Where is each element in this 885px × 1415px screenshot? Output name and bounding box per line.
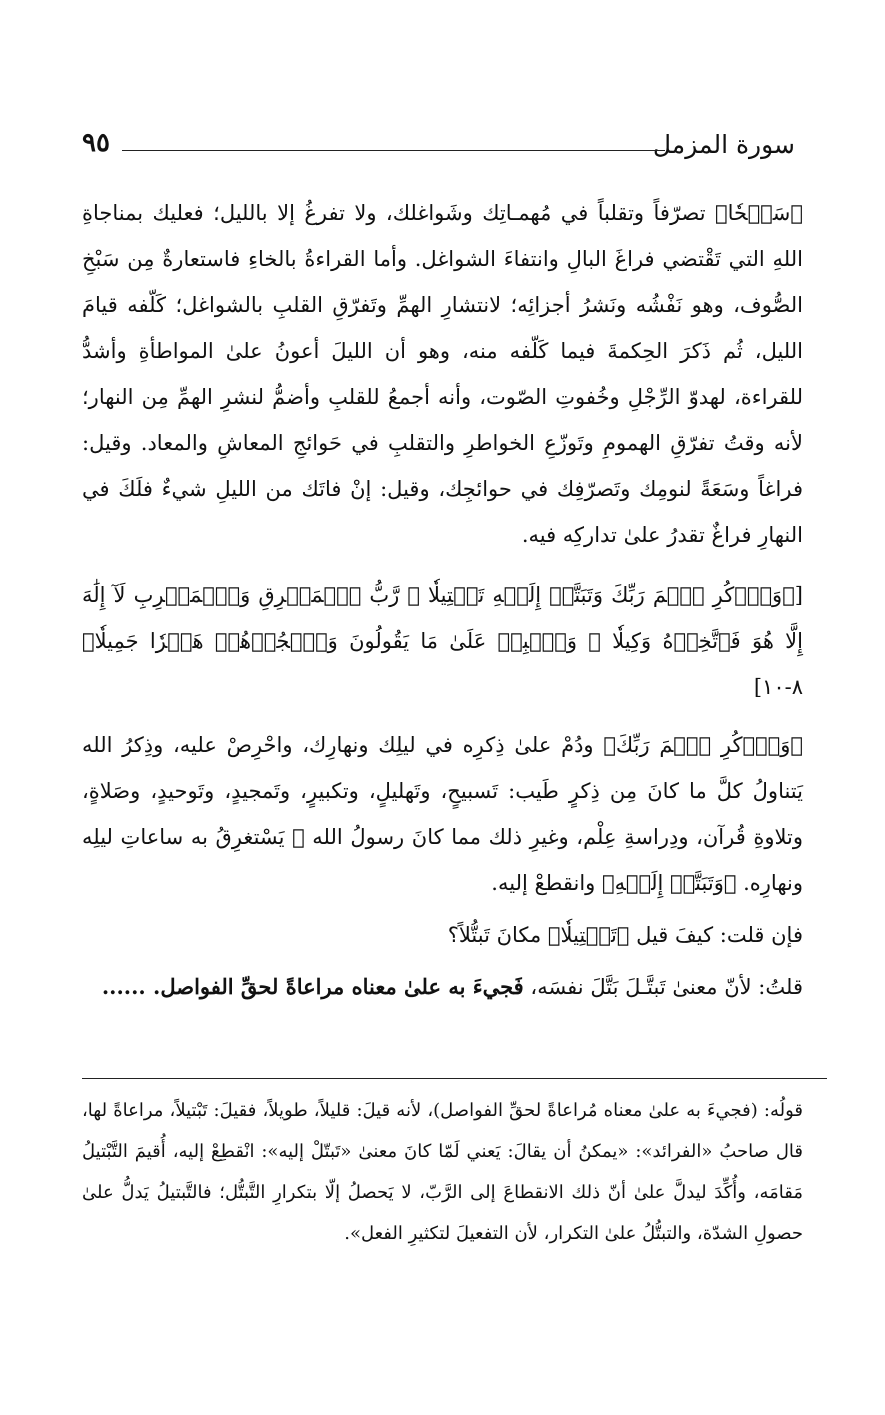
answer-text: قلتُ: لأنّ معنىٰ تَبتَّـلَ بَتَّلَ نفسَه،: [523, 975, 803, 999]
question-line: فإن قلت: كيفَ قيل ﴿تَبۡتِيلٗا﴾ مكانَ تَبتُّلاً؟: [447, 923, 803, 947]
footnote-divider: [82, 1078, 827, 1079]
header-rule: [122, 150, 665, 151]
quran-verse: [﴿وَٱذۡكُرِ ٱسۡمَ رَبِّكَ وَتَبَتَّلۡ إِلَيۡهِ تَبۡتِيلٗا ۞ رَّبُّ ٱلۡمَشۡرِقِ وَٱلۡمَغۡرِبِ لَآ إِلَٰهَ إِلَّا هُوَ فَٱتَّخِذۡهُ وَكِيلٗا ۞ وَٱصۡبِرۡ عَلَىٰ مَا يَقُولُونَ وَٱهۡجُرۡهُمۡ هَجۡرٗا جَمِيلٗا﴾ ٨-١٠]: [82, 583, 803, 699]
page-header: [82, 128, 795, 168]
surah-title: سورة المزمل: [652, 130, 795, 159]
page-number: ٩٥: [82, 128, 110, 158]
footnote: قولُه: (فجيءَ به علىٰ معناه مُراعاةً لحقِّ الفواصل)، لأنه قيلَ: قليلاً، طويلاً، فقيلَ: تَبْتيلاً، مراعاةً لها، قال صاحبُ «الفرائد»: «يمكنُ أن يقالَ: يَعني لَمّا كانَ معنىٰ «تَبتّلْ إليه»: انْقطِعْ إليه، أُقيمَ التَّبْتيلُ مَقامَه، وأُكِّدَ ليدلَّ علىٰ أنّ ذلك الانقطاعَ إلى الرَّبّ، لا يَحصلُ إلّا بتكرارِ التَّبتُّل؛ فالتَّبتيلُ يَدلُّ علىٰ حصولِ الشدّة، والتبتُّلُ علىٰ التكرار، لأن التفعيلَ لتكثيرِ الفعل».: [82, 1100, 803, 1244]
commentary-paragraph: ﴿وَٱذۡكُرِ ٱسۡمَ رَبِّكَ﴾ ودُمْ علىٰ ذِكرِه في ليلِك ونهارِك، واحْرِصْ عليه، وذِكرُ الله يَتناولُ كلَّ ما كانَ مِن ذِكرٍ طَيب: تَسبيحٍ، وتَهليلٍ، وتكبيرٍ، وتَمجيدٍ، وتَوحيدٍ، وصَلاةٍ، وتلاوةِ قُرآن، ودِراسةِ عِلْم، وغيرِ ذلك مما كانَ رسولُ الله ﷺ يَسْتغرِقُ به ساعاتِ ليلِه ونهارِه. ﴿وَتَبَتَّلۡ إِلَيۡهِ﴾ وانقطعْ إليه.: [82, 733, 803, 895]
main-text: [82, 190, 803, 1024]
commentary-paragraph: ﴿سَبۡحٗا﴾ تصرّفاً وتقلباً في مُهمـاتِك وشَواغلك، ولا تفرغُ إلا بالليل؛ فعليك بمناجاةِ اللهِ التي تَقْتضي فراغَ البالِ وانتفاءَ الشواغل. وأما القراءةُ بالخاءِ فاستعارةٌ مِن سَبْخِ الصُّوف، وهو نَفْشُه ونَشرُ أجزائِه؛ لانتشارِ الهمِّ وتَفرّقِ القلبِ بالشواغل؛ كَلّفه قيامَ الليل، ثُم ذَكرَ الحِكمةَ فيما كَلّفه منه، وهو أن الليلَ أعونُ علىٰ المواطأةِ وأشدُّ للقراءة، لهدوّ الرِّجْلِ وخُفوتِ الصّوت، وأنه أجمعُ للقلبِ وأضمُّ لنشرِ الهمِّ مِن النهار؛ لأنه وقتُ تفرّقِ الهمومِ وتَوزّعِ الخواطرِ والتقلبِ في حَوائجِ المعاشِ والمعاد. وقيل: فراغاً وسَعَةً لنومِك وتَصرّفِك في حوائجِك، وقيل: إنْ فاتَك من الليلِ شيءٌ فلَكَ في النهارِ فراغٌ تقدرُ علىٰ تداركِه فيه.: [82, 201, 803, 547]
answer-bold-text: فَجيءَ به علىٰ معناه مراعاةً لحقِّ الفواصل. ......: [101, 974, 524, 999]
answer-line: [82, 964, 803, 1010]
